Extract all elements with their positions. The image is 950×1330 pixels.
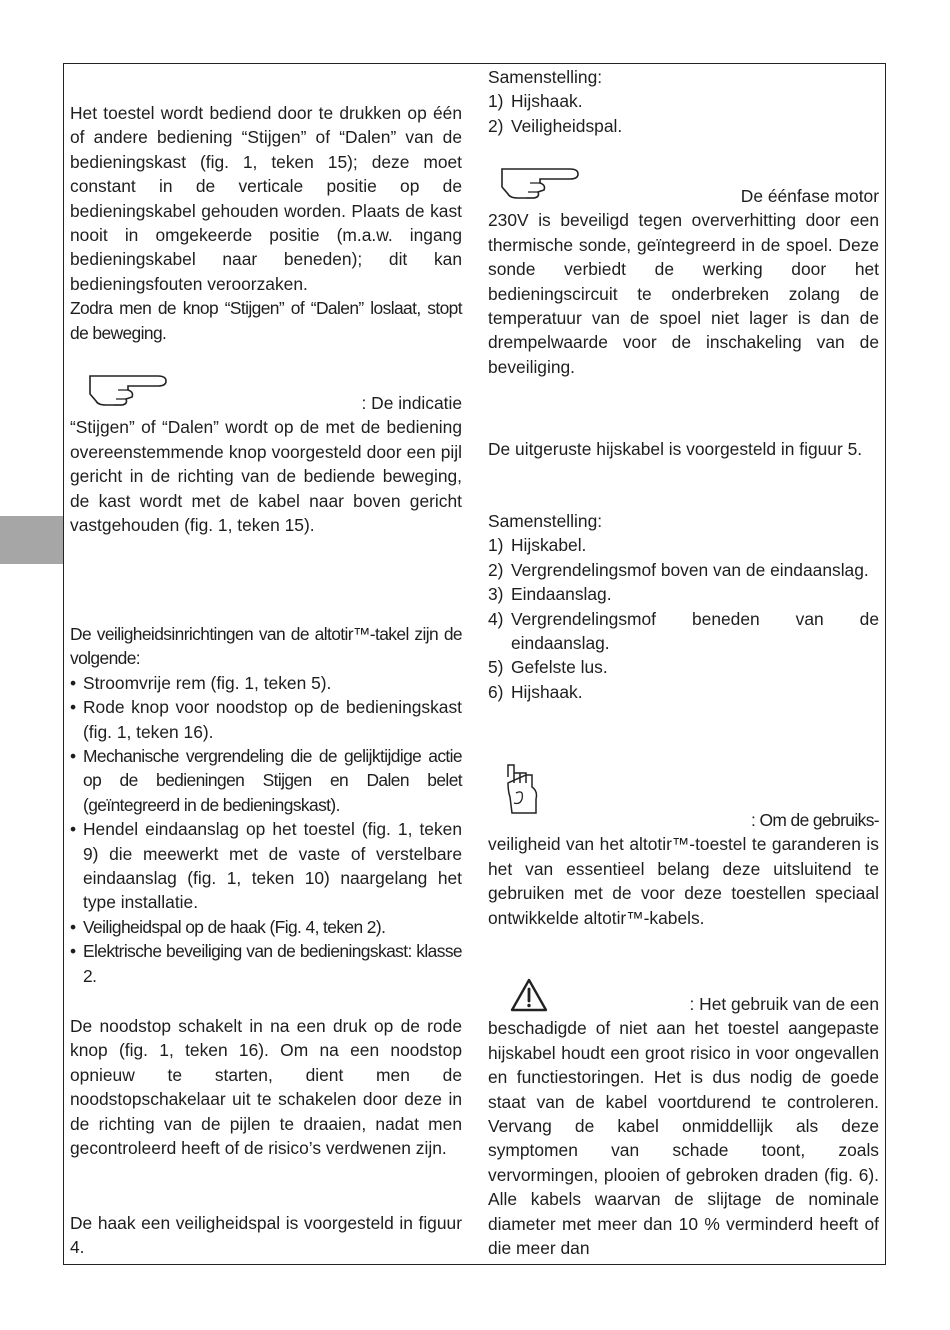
list-item: 1) Hijshaak.: [488, 91, 583, 112]
list-item: 2) Vergrendelingsmof boven van de eindaanslag.: [488, 559, 869, 580]
list-item: • Rode knop voor noodstop op de bedieningskast (fig. 1, teken 16).: [70, 697, 462, 742]
list-item: • Elektrische beveiliging van de bedieningskast: klasse 2.: [70, 941, 462, 986]
composition-label: Samenstelling:: [488, 67, 603, 87]
list-item: 2) Veiligheidspal.: [488, 115, 623, 136]
note3-text: veiligheid van het altotir™-toestel te garanderen is het van essentieel belang deze uitsluitend te gebruiken met de voor deze toestellen speciaal ontwikkelde altotir™-kabels.: [488, 834, 879, 928]
list-item: 6) Hijshaak.: [488, 681, 583, 702]
list-item: 3) Eindaanslag.: [488, 584, 612, 605]
note3-first-line: : Om de gebruiks-: [750, 810, 879, 830]
composition-label: Samenstelling:: [488, 511, 603, 531]
list-item: • Stroomvrije rem (fig. 1, teken 5).: [70, 672, 332, 693]
hook-paragraph: De haak een veiligheidspal is voorgesteld in figuur 4.: [70, 1213, 462, 1258]
list-item: 4) Vergrendelingsmof beneden van de eindaanslag.: [488, 608, 879, 654]
warning-text: beschadigde of niet aan het toestel aangepaste hijskabel houdt een groot risico in voor ongevallen en functiestoringen. Het is dus nodig de goede staat van de kabel voortdurend te controleren. Vervang de kabel onmiddellijk als deze symptomen van schade toont, zoals vervormingen, plooien of gebroken draden (fig. 6). Alle kabels waarvan de slijtage de nominale diameter met meer dan 10 % verminderd heeft of die meer dan: [488, 1018, 879, 1259]
list-item: • Mechanische vergrendeling die de gelijktijdige actie op de bedieningen Stijgen en Dalen belet (geïntegreerd in de bedieningskast).: [70, 746, 462, 815]
note2-text: 230V is beveiligd tegen oververhitting door een thermische sonde, geïntegreerd in de spoel. Deze sonde verbiedt de werking door het bedieningscircuit te onderbreken zolang de temperatuur van de spoel niet lager is dan de drempelwaarde voor de inschakeling van de beveiliging.: [488, 210, 879, 377]
emergency-stop-paragraph: De noodstop schakelt in na een druk op de rode knop (fig. 1, teken 16). Om na een noodstop opnieuw te starten, dient men de noodstopschakelaar uit te schakelen door deze in de richting van de pijlen te draaien, nadat men gecontroleerd heeft of de risico’s verdwenen zijn.: [70, 1016, 462, 1159]
cable-paragraph: De uitgeruste hijskabel is voorgesteld in figuur 5.: [488, 439, 863, 459]
list-item: 1) Hijskabel.: [488, 535, 587, 556]
safety-intro: De veiligheidsinrichtingen van de altotir™-takel zijn de volgende:: [70, 624, 462, 669]
release-paragraph: Zodra men de knop “Stijgen” of “Dalen” loslaat, stopt de beweging.: [70, 298, 462, 343]
operation-paragraph: Het toestel wordt bediend door te drukken op één of andere bediening “Stijgen” of “Dalen” van de bedieningskast (fig. 1, teken 15); deze moet constant in de verticale positie op de bedieningskabel gehouden worden. Plaats de kast nooit in omgekeerde positie (m.a.w. ingang bedieningskabel naar beneden); dit kan bedieningsfouten veroorzaken.: [70, 103, 462, 294]
note2-first-line: De éénfase motor: [740, 186, 879, 206]
section-tab-marker: [0, 516, 63, 564]
warning-first-line: : Het gebruik van de een: [689, 994, 879, 1014]
note1-text: “Stijgen” of “Dalen” wordt op de met de bediening overeenstemmende knop voorgesteld door een pijl gericht in de richting van de bediende beweging, de kast wordt met de kabel naar boven gericht vastgehouden (fig. 1, teken 15).: [70, 417, 462, 536]
list-item: 5) Gefelste lus.: [488, 657, 608, 678]
list-item: • Veiligheidspal op de haak (Fig. 4, teken 2).: [70, 916, 386, 937]
note1-first-line: : De indicatie: [361, 393, 462, 413]
list-item: • Hendel eindaanslag op het toestel (fig. 1, teken 9) die meewerkt met de vaste of verstelbare eindaanslag (fig. 1, teken 10) naargelang het type installatie.: [70, 819, 462, 913]
